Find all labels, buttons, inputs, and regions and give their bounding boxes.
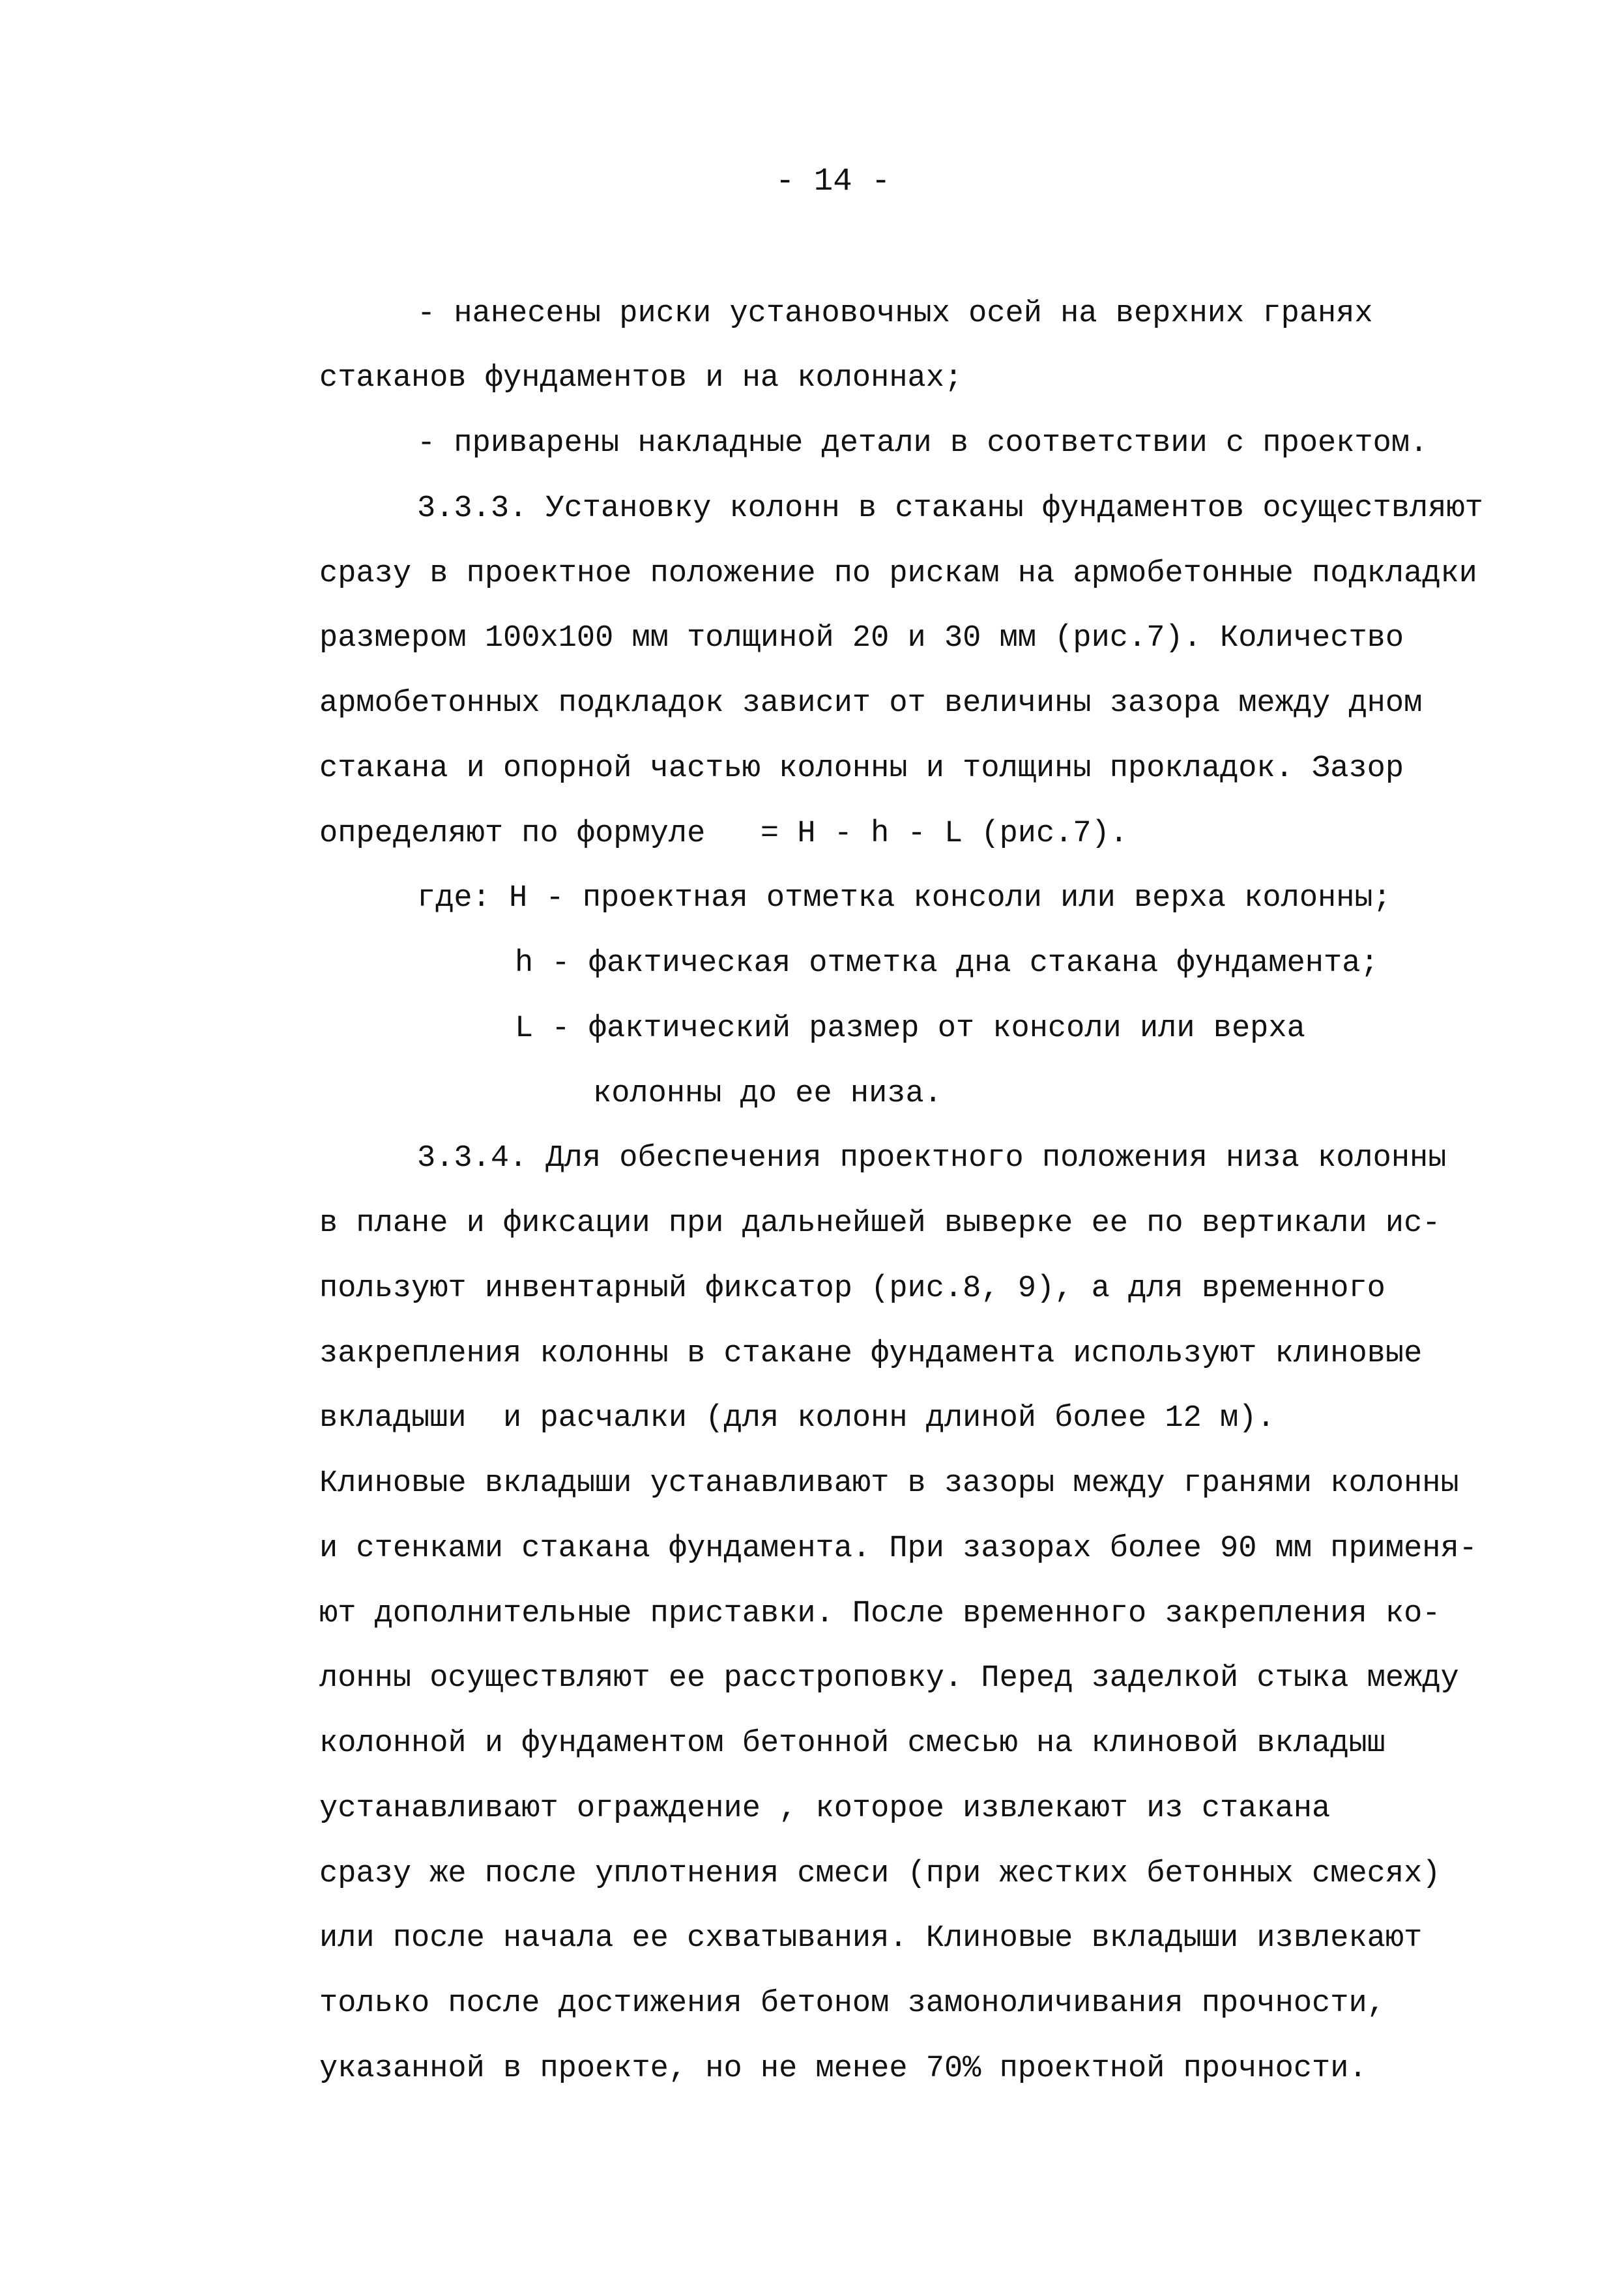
page-number: - 14 - bbox=[776, 163, 891, 199]
text-line: 3.3.3. Установку колонн в стаканы фундаментов осуществляют bbox=[417, 491, 1483, 526]
text-line: стакана и опорной частью колонны и толщины прокладок. Зазор bbox=[319, 751, 1404, 786]
text-line: определяют по формуле = Н - h - L (рис.7). bbox=[319, 817, 1129, 851]
text-line: сразу в проектное положение по рискам на армобетонные подкладки bbox=[319, 557, 1477, 591]
text-line: указанной в проекте, но не менее 70% проектной прочности. bbox=[319, 2052, 1367, 2086]
text-line: пользуют инвентарный фиксатор (рис.8, 9), а для временного bbox=[319, 1271, 1385, 1306]
text-line: вкладыши и расчалки (для колонн длиной более 12 м). bbox=[319, 1401, 1275, 1436]
text-line: в плане и фиксации при дальнейшей выверке ее по вертикали ис- bbox=[319, 1206, 1441, 1241]
text-line: размером 100х100 мм толщиной 20 и 30 мм (рис.7). Количество bbox=[319, 621, 1404, 656]
text-line: и стенками стакана фундамента. При зазорах более 90 мм применя- bbox=[319, 1531, 1477, 1566]
text-line: армобетонных подкладок зависит от величины зазора между дном bbox=[319, 686, 1423, 721]
text-line: где: Н - проектная отметка консоли или верха колонны; bbox=[417, 881, 1391, 916]
text-line: L - фактический размер от консоли или верха bbox=[515, 1011, 1305, 1046]
text-line: колонны до ее низа. bbox=[593, 1077, 942, 1111]
text-line: - нанесены риски установочных осей на верхних гранях bbox=[417, 297, 1373, 331]
text-line: колонной и фундаментом бетонной смесью на клиновой вкладыш bbox=[319, 1726, 1385, 1761]
text-line: или после начала ее схватывания. Клиновые вкладыши извлекают bbox=[319, 1921, 1423, 1956]
text-line: лонны осуществляют ее расстроповку. Перед заделкой стыка между bbox=[319, 1661, 1459, 1696]
text-line: устанавливают ограждение , которое извлекают из стакана bbox=[319, 1792, 1331, 1826]
text-line: только после достижения бетоном замоноличивания прочности, bbox=[319, 1986, 1385, 2021]
text-line: закрепления колонны в стакане фундамента используют клиновые bbox=[319, 1337, 1423, 1371]
text-line: 3.3.4. Для обеспечения проектного положения низа колонны bbox=[417, 1141, 1447, 1176]
text-line: Клиновые вкладыши устанавливают в зазоры между гранями колонны bbox=[319, 1466, 1459, 1501]
text-line: стаканов фундаментов и на колоннах; bbox=[319, 361, 963, 396]
text-line: сразу же после уплотнения смеси (при жестких бетонных смесях) bbox=[319, 1857, 1441, 1891]
text-line: ют дополнительные приставки. После временного закрепления ко- bbox=[319, 1597, 1441, 1631]
text-line: h - фактическая отметка дна стакана фундамента; bbox=[515, 946, 1379, 981]
text-line: - приварены накладные детали в соответствии с проектом. bbox=[417, 426, 1428, 461]
